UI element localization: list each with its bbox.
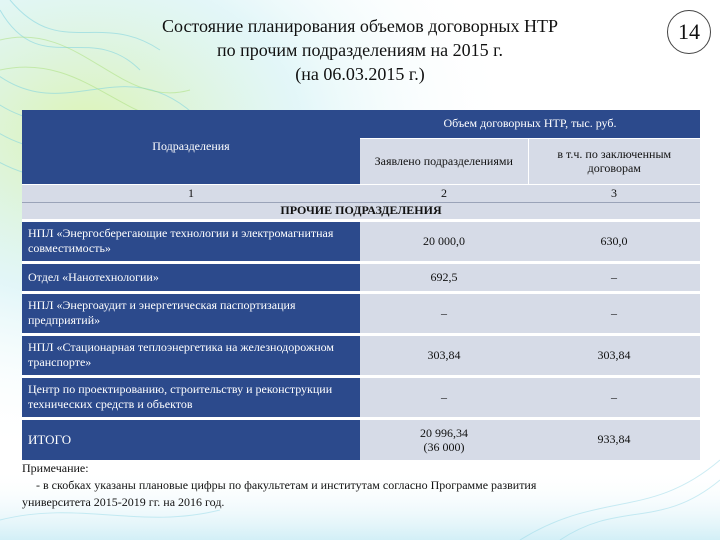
table-row — [22, 334, 700, 376]
page-number-badge: 14 — [667, 10, 711, 54]
header-divisions-cell — [22, 110, 360, 184]
total-declared-value: 20 996,34 — [420, 425, 468, 440]
title-line-2: по прочим подразделениям на 2015 г. — [217, 40, 503, 60]
title-line-3: (на 06.03.2015 г.) — [295, 64, 425, 84]
row-declared: – — [360, 292, 528, 334]
total-declared — [360, 418, 528, 460]
row-contracted: – — [528, 376, 700, 418]
section-title: ПРОЧИЕ ПОДРАЗДЕЛЕНИЯ — [22, 202, 700, 220]
row-declared: 20 000,0 — [360, 220, 528, 262]
table-row — [22, 220, 700, 262]
footnote-text-line-2: университета 2015-2019 гг. на 2016 год. — [22, 495, 225, 509]
column-number-1: 1 — [22, 184, 360, 202]
header-volume-group: Объем договорных НТР, тыс. руб. — [360, 110, 700, 138]
total-contracted: 933,84 — [528, 418, 700, 460]
row-contracted: – — [528, 292, 700, 334]
row-name: Центр по проектированию, строительству и реконструкции технических средств и объектов — [22, 376, 360, 418]
row-contracted: 303,84 — [528, 334, 700, 376]
row-name: НПЛ «Энергоаудит и энергетическая паспортизация предприятий» — [22, 292, 360, 334]
total-declared-plan: (36 000) — [423, 439, 465, 454]
row-contracted: 630,0 — [528, 220, 700, 262]
slide-title — [120, 14, 600, 86]
table-row — [22, 292, 700, 334]
table-row — [22, 262, 700, 292]
footnote-heading: Примечание: — [22, 461, 89, 475]
header-contracted: в т.ч. по заключенным договорам — [528, 138, 700, 184]
row-name: НПЛ «Стационарная теплоэнергетика на железнодорожном транспорте» — [22, 334, 360, 376]
row-contracted: – — [528, 262, 700, 292]
section-row — [22, 202, 700, 220]
row-name: НПЛ «Энергосберегающие технологии и электромагнитная совместимость» — [22, 220, 360, 262]
header-declared: Заявлено подразделениями — [360, 138, 528, 184]
planning-table — [22, 110, 700, 460]
row-declared: 303,84 — [360, 334, 528, 376]
total-row — [22, 418, 700, 460]
row-declared: – — [360, 376, 528, 418]
header-divisions: Подразделения — [152, 139, 230, 154]
footnote-text-line-1: - в скобках указаны плановые цифры по факультетам и институтам согласно Программе развития — [36, 478, 537, 492]
row-declared: 692,5 — [360, 262, 528, 292]
footnote — [22, 460, 696, 511]
column-number-3: 3 — [528, 184, 700, 202]
row-name: Отдел «Нанотехнологии» — [22, 262, 360, 292]
column-number-row — [22, 184, 700, 202]
table-row — [22, 376, 700, 418]
title-line-1: Состояние планирования объемов договорных НТР — [161, 16, 559, 36]
column-number-2: 2 — [360, 184, 528, 202]
total-label: ИТОГО — [22, 418, 360, 460]
